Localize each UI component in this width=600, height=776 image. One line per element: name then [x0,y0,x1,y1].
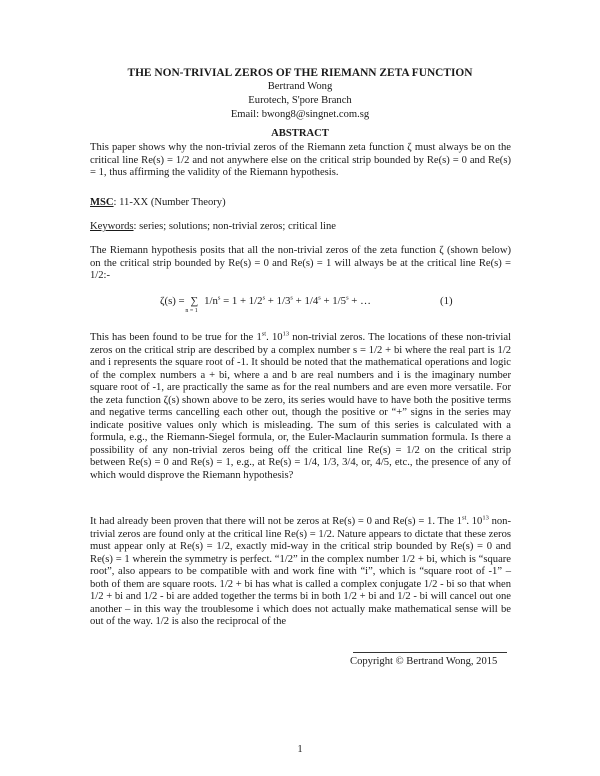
body-paragraph-2: It had already been proven that there will not be zeros at Re(s) = 0 and Re(s) = 1. The 1st. $10^{13}$ non-trivial zeros are found only at the critical line Re(s) = 1/2. Nature appears to dictate that these zeros must appear only at Re(s) = 1/2, exactly mid-way in the critical strip bounded by Re(s) = 0 and Re(s) = 1 wherein the symmetry is perfect. “1/2” in the complex number 1/2 + bi, which is “square root”, also appears to be compatible with and work fine with “i”, which is “square root of -1” – both of them are square roots. 1/2 + bi has what is called a complex conjugate 1/2 - bi so that when 1/2 + bi and 1/2 - bi are added together the terms bi in both 1/2 + bi and 1/2 - bi will cancel out one another – in this way the troublesome i which does not actually make mathematical sense will be out of the way. 1/2 is also the reciprocal of the [90,514,511,627]
page-number: 1 [297,744,303,755]
equation-rhs: 1/n [204,295,218,307]
author-affiliation: Eurotech, S'pore Branch [248,95,352,106]
msc-value: : 11-XX (Number Theory) [113,197,226,208]
footnote-rule [353,652,507,653]
msc-label: MSC [90,197,114,208]
paper-title: THE NON-TRIVIAL ZEROS OF THE RIEMANN ZETA FUNCTION [127,67,473,79]
equation-tail: + … [351,295,371,307]
equation-expansion: = 1 + 1/2 [223,295,263,307]
intro-paragraph: The Riemann hypothesis posits that all the non-trivial zeros of the zeta function ζ (shown below) on the critical strip bounded by Re(s) = 0 and Re(s) = 1 will always be at the critical line Re(s) = 1/2:- [90,245,511,281]
msc-line [90,197,511,210]
abstract-text: This paper shows why the non-trivial zeros of the Riemann zeta function ζ must always be on the critical line Re(s) = 1/2 and not anywhere else on the critical strip bounded by Re(s) = 0 and Re(s) = 1, thus affirming the validity of the Riemann hypothesis. [90,142,511,178]
keywords-label: Keywords [90,221,134,232]
keywords-value: : series; solutions; non-trivial zeros; critical line [133,221,336,232]
keywords-line [90,221,511,234]
summation-limits: n = 1 [185,308,198,314]
equation-number: (1) [440,295,453,307]
body-paragraph-1: This has been found to be true for the 1st. $10^{13}$ non-trivial zeros. The locations of these non-trivial zeros on the critical strip are described by a complex number s = 1/2 + bi where the real part is 1/2 and i represents the square root of -1. It should be noted that the mathematical operations and logic of the complex numbers a + bi, where a and b are real numbers and i is the imaginary number square root of -1, are practically the same as for the real numbers and are even more versatile. For the zeta function ζ(s) shown above to be zero, its series would have to have both the positive terms and negative terms cancelling each other out, though the positive or “+” signs in the series may indicate positive values only which is misleading. The sum of this series is calculated with a formula, e.g., the Riemann-Siegel formula, or, the Euler-Maclaurin summation formula. Is there a possibility of any non-trivial zeros being off the critical line Re(s) = 1/2 on the critical strip between Re(s) = 0 and Re(s) = 1, e.g., at Re(s) = 1/4, 1/3, 3/4, or, 4/5, etc., the presence of any of which would disprove the Riemann hypothesis? [90,330,512,481]
zeta-equation: ζ(s) = ∑ n = 1 $1/n^s = 1 + 1/2^s + 1/3^s + 1/4^s + 1/5^s$ + … [160,294,371,314]
author-name: Bertrand Wong [267,81,333,92]
abstract-heading: ABSTRACT [271,128,329,139]
summation-symbol: ∑ n = 1 [185,295,199,314]
copyright-notice: Copyright © Bertrand Wong, 2015 [350,656,498,667]
author-email: Email: bwong8@singnet.com.sg [230,109,370,120]
equation-lhs: ζ(s) = [160,295,185,307]
